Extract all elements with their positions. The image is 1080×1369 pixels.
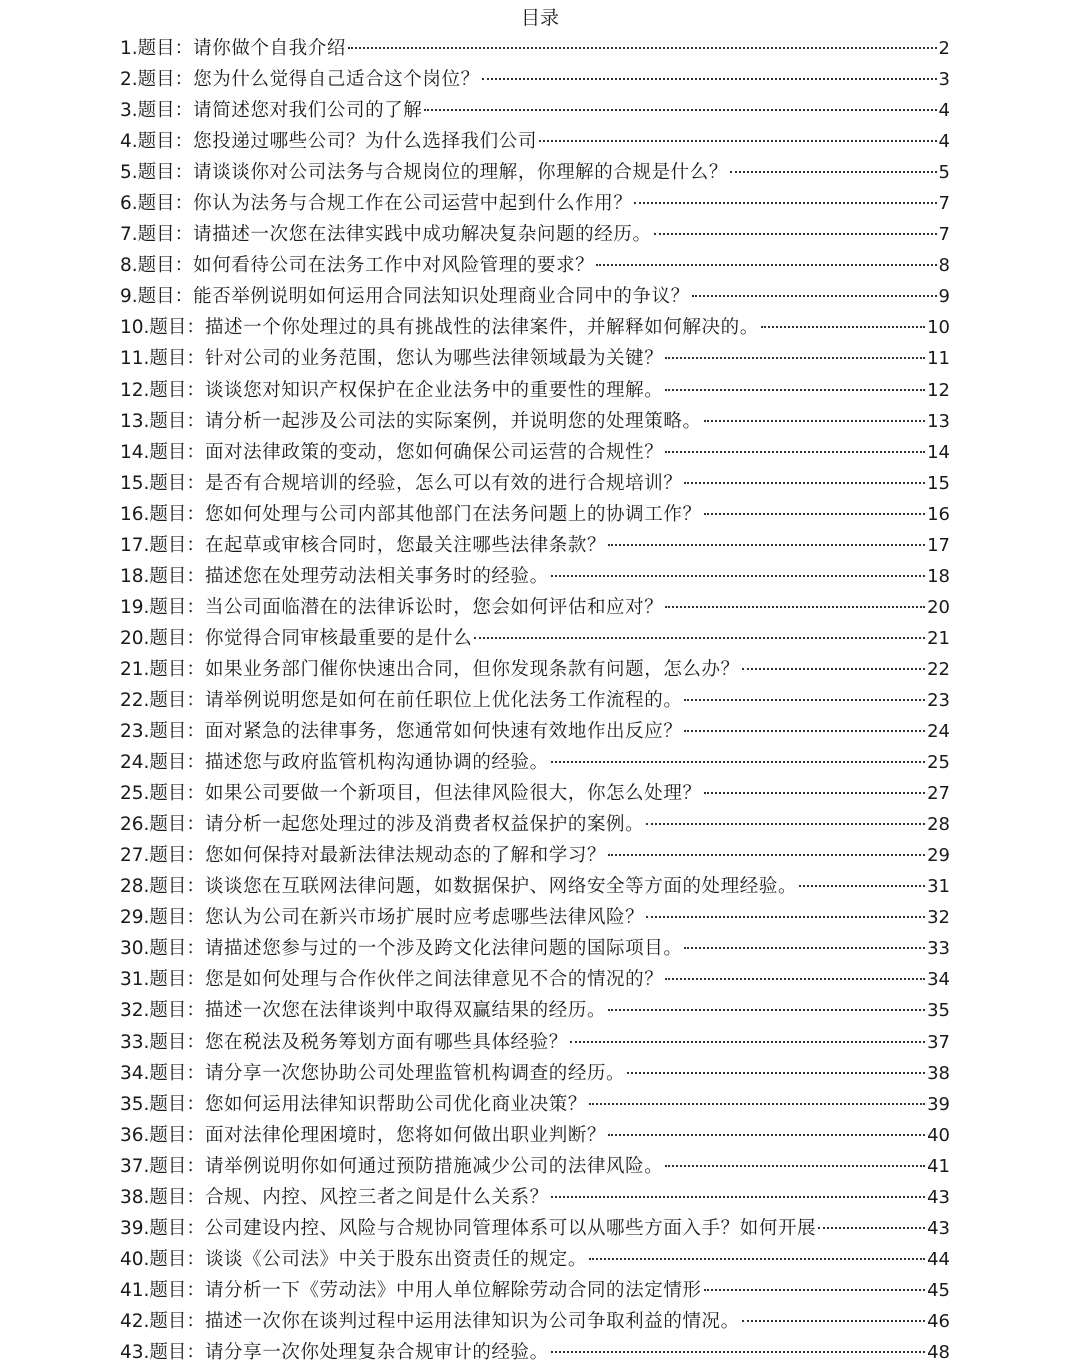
toc-entry-page-number: 38 [927, 1062, 950, 1084]
toc-entry-title: 请描述一次您在法律实践中成功解决复杂问题的经历。 [193, 224, 652, 246]
toc-dot-leader [742, 667, 925, 670]
toc-entry-number: 11. [120, 348, 150, 370]
toc-entry-number: 2. [120, 69, 138, 91]
toc-entry-prefix: 题目： [149, 1341, 205, 1363]
toc-entry[interactable] [120, 250, 950, 281]
toc-entry-title: 公司建设内控、风险与合规协同管理体系可以从哪些方面入手？如何开展 [204, 1217, 817, 1239]
toc-entry-number: 14. [120, 441, 150, 463]
toc-entry-title: 请你做个自我介绍 [193, 38, 346, 59]
toc-entry-title: 您为什么觉得自己适合这个岗位？ [193, 69, 480, 91]
toc-dot-leader [684, 946, 925, 949]
toc-entry-number: 12. [120, 379, 150, 401]
toc-entry-title: 描述一个你处理过的具有挑战性的法律案件，并解释如何解决的。 [204, 317, 759, 339]
toc-entry-title: 是否有合规培训的经验，怎么可以有效的进行合规培训？ [204, 472, 683, 494]
toc-entry-title: 面对法律政策的变动，您如何确保公司运营的合规性？ [204, 441, 664, 463]
toc-entry-number: 42. [120, 1310, 150, 1332]
toc-entry-prefix: 题目： [137, 38, 194, 59]
toc-entry-page-number: 27 [927, 783, 950, 805]
toc-entry-page-number: 44 [927, 1248, 950, 1270]
toc-entry-page-number: 18 [927, 565, 950, 587]
toc-entry[interactable] [120, 530, 950, 561]
toc-entry-number: 16. [120, 503, 150, 525]
toc-entry-number: 34. [120, 1062, 150, 1084]
toc-entry-prefix: 题目： [149, 534, 205, 556]
toc-entry-prefix: 题目： [149, 689, 205, 711]
toc-entry-prefix: 题目： [149, 348, 205, 370]
toc-dot-leader [551, 574, 925, 577]
toc-entry-title: 您如何运用法律知识帮助公司优化商业决策？ [204, 1093, 587, 1115]
toc-dot-leader [704, 791, 926, 794]
toc-entry[interactable] [120, 64, 950, 95]
toc-entry-prefix: 题目： [149, 1000, 205, 1022]
toc-entry[interactable] [120, 499, 950, 530]
toc-entry-title: 如何看待公司在法务工作中对风险管理的要求？ [193, 255, 595, 277]
toc-entry-title: 请分析一起涉及公司法的实际案例，并说明您的处理策略。 [204, 410, 702, 432]
toc-dot-leader [608, 853, 925, 856]
toc-entry-number: 10. [120, 317, 150, 339]
toc-entry-page-number: 11 [927, 348, 950, 370]
toc-entry[interactable] [120, 33, 950, 64]
toc-entry-prefix: 题目： [149, 503, 205, 525]
toc-dot-leader [684, 698, 925, 701]
toc-entry-page-number: 31 [927, 876, 950, 898]
toc-entry-number: 8. [120, 255, 138, 277]
toc-entry-number: 21. [120, 658, 150, 680]
toc-entry-prefix: 题目： [149, 1310, 205, 1332]
toc-entry[interactable] [120, 406, 950, 437]
toc-dot-leader [608, 1008, 925, 1011]
toc-entry-prefix: 题目： [137, 162, 194, 184]
toc-entry-title: 请简述您对我们公司的了解 [193, 100, 423, 122]
toc-entry[interactable] [120, 685, 950, 716]
toc-entry[interactable] [120, 1306, 950, 1337]
toc-entry-page-number: 39 [927, 1093, 950, 1115]
toc-entry[interactable] [120, 1275, 950, 1306]
toc-entry-number: 4. [120, 131, 138, 153]
toc-entry-prefix: 题目： [149, 752, 205, 774]
toc-entry-number: 7. [120, 224, 138, 246]
toc-entry-page-number: 25 [927, 752, 950, 774]
toc-dot-leader [799, 884, 925, 887]
toc-entry-number: 38. [120, 1186, 150, 1208]
toc-entry-page-number: 45 [927, 1279, 950, 1301]
toc-entry-page-number: 22 [927, 658, 950, 680]
toc-entry[interactable] [120, 157, 950, 188]
toc-dot-leader [704, 1288, 926, 1291]
toc-entry-page-number: 48 [927, 1341, 950, 1363]
toc-dot-leader [818, 1226, 925, 1229]
toc-entry-page-number: 34 [927, 969, 950, 991]
toc-entry-title: 您如何处理与公司内部其他部门在法务问题上的协调工作？ [204, 503, 702, 525]
toc-entry-number: 40. [120, 1248, 150, 1270]
toc-dot-leader [665, 977, 925, 980]
toc-entry-title: 描述一次您在法律谈判中取得双赢结果的经历。 [204, 1000, 607, 1022]
toc-entry-page-number: 4 [938, 100, 950, 122]
toc-dot-leader [589, 1102, 925, 1105]
toc-entry-title: 请分析一起您处理过的涉及消费者权益保护的案例。 [204, 814, 645, 836]
toc-entry-number: 33. [120, 1031, 150, 1053]
toc-entry-prefix: 题目： [149, 596, 205, 618]
toc-entry-number: 17. [120, 534, 150, 556]
toc-entry-number: 30. [120, 938, 150, 960]
toc-dot-leader [608, 1133, 925, 1136]
toc-dot-leader [348, 46, 937, 49]
toc-entry[interactable] [120, 902, 950, 933]
toc-entry-page-number: 20 [927, 596, 950, 618]
toc-entry-page-number: 8 [938, 255, 950, 277]
toc-entry-number: 1. [120, 38, 138, 59]
toc-entry[interactable] [120, 1213, 950, 1244]
toc-entry-page-number: 10 [927, 317, 950, 339]
toc-entry-prefix: 题目： [149, 1062, 205, 1084]
toc-entry-title: 针对公司的业务范围，您认为哪些法律领域最为关键？ [204, 348, 664, 370]
toc-entry-number: 23. [120, 721, 150, 743]
toc-entry[interactable] [120, 437, 950, 468]
toc-entry-number: 22. [120, 689, 150, 711]
toc-entry[interactable] [120, 1089, 950, 1120]
toc-dot-leader [551, 1195, 925, 1198]
toc-entry-prefix: 题目： [149, 721, 205, 743]
toc-entry[interactable] [120, 840, 950, 871]
toc-entry-title: 如果业务部门催你快速出合同，但你发现条款有问题，怎么办？ [204, 658, 740, 680]
toc-dot-leader [684, 481, 925, 484]
toc-entry-page-number: 40 [927, 1124, 950, 1146]
toc-entry-page-number: 2 [938, 38, 950, 59]
toc-entry-page-number: 37 [927, 1031, 950, 1053]
toc-entry-number: 5. [120, 162, 138, 184]
toc-entry-title: 谈谈您对知识产权保护在企业法务中的重要性的理解。 [204, 379, 664, 401]
toc-entry-number: 32. [120, 1000, 150, 1022]
toc-dot-leader [482, 77, 937, 80]
toc-entry-prefix: 题目： [149, 1217, 205, 1239]
toc-entry-number: 41. [120, 1279, 150, 1301]
toc-entry[interactable] [120, 1120, 950, 1151]
toc-entry[interactable] [120, 592, 950, 623]
toc-entry[interactable] [120, 716, 950, 747]
toc-entry-number: 27. [120, 845, 150, 867]
page-title: 目录 [520, 7, 559, 29]
toc-entry-title: 在起草或审核合同时，您最关注哪些法律条款？ [204, 534, 607, 556]
toc-dot-leader [665, 356, 925, 359]
toc-dot-leader [665, 450, 925, 453]
toc-entry-prefix: 题目： [149, 627, 205, 649]
toc-entry[interactable] [120, 126, 950, 157]
toc-entry-number: 6. [120, 193, 138, 215]
toc-entry[interactable] [120, 809, 950, 840]
toc-entry[interactable] [120, 747, 950, 778]
toc-entry-page-number: 17 [927, 534, 950, 556]
toc-entry-prefix: 题目： [137, 255, 194, 277]
toc-entry-title: 描述一次你在谈判过程中运用法律知识为公司争取利益的情况。 [204, 1310, 740, 1332]
toc-entry-prefix: 题目： [149, 876, 205, 898]
toc-entry-page-number: 41 [927, 1155, 950, 1177]
toc-dot-leader [608, 543, 925, 546]
toc-entry-prefix: 题目： [149, 845, 205, 867]
toc-entry-title: 请分享一次你处理复杂合规审计的经验。 [204, 1341, 549, 1363]
toc-dot-leader [742, 1319, 925, 1322]
toc-entry-title: 面对紧急的法律事务，您通常如何快速有效地作出反应？ [204, 721, 683, 743]
toc-entry-prefix: 题目： [149, 1155, 205, 1177]
toc-entry-page-number: 7 [938, 193, 950, 215]
toc-entry[interactable] [120, 281, 950, 312]
toc-entry-prefix: 题目： [149, 938, 205, 960]
toc-dot-leader [692, 294, 937, 297]
toc-entry-prefix: 题目： [149, 441, 205, 463]
toc-dot-leader [551, 1350, 925, 1353]
toc-entry-prefix: 题目： [137, 131, 194, 153]
toc-entry[interactable] [120, 995, 950, 1026]
toc-entry-title: 能否举例说明如何运用合同法知识处理商业合同中的争议？ [193, 286, 690, 308]
toc-entry-prefix: 题目： [137, 193, 194, 215]
toc-entry-prefix: 题目： [137, 286, 194, 308]
toc-entry-prefix: 题目： [149, 658, 205, 680]
toc-entry-number: 35. [120, 1093, 150, 1115]
toc-entry-title: 请举例说明你如何通过预防措施减少公司的法律风险。 [204, 1155, 664, 1177]
toc-entry-prefix: 题目： [149, 1031, 205, 1053]
toc-entry[interactable] [120, 188, 950, 219]
toc-entry-page-number: 15 [927, 472, 950, 494]
toc-entry-page-number: 16 [927, 503, 950, 525]
toc-entry-title: 您如何保持对最新法律法规动态的了解和学习？ [204, 845, 607, 867]
toc-entry-number: 28. [120, 876, 150, 898]
toc-entry[interactable] [120, 1058, 950, 1089]
toc-entry-title: 请谈谈你对公司法务与合规岗位的理解，你理解的合规是什么？ [193, 162, 728, 184]
toc-entry-page-number: 43 [927, 1217, 950, 1239]
toc-dot-leader [646, 822, 925, 825]
toc-entry-number: 36. [120, 1124, 150, 1146]
toc-entry-page-number: 33 [927, 938, 950, 960]
toc-entry[interactable] [120, 654, 950, 685]
toc-entry-title: 谈谈《公司法》中关于股东出资责任的规定。 [204, 1248, 587, 1270]
toc-entry[interactable] [120, 1027, 950, 1058]
toc-entry[interactable] [120, 964, 950, 995]
toc-entry[interactable] [120, 778, 950, 809]
toc-entry-prefix: 题目： [149, 969, 205, 991]
toc-entry-number: 37. [120, 1155, 150, 1177]
toc-entry-title: 描述您与政府监管机构沟通协调的经验。 [204, 752, 549, 774]
toc-entry-title: 如果公司要做一个新项目，但法律风险很大，你怎么处理？ [204, 783, 702, 805]
toc-dot-leader [570, 1040, 925, 1043]
toc-entry-prefix: 题目： [137, 224, 194, 246]
toc-entry-number: 13. [120, 410, 150, 432]
toc-entry-number: 43. [120, 1341, 150, 1363]
toc-entry-prefix: 题目： [149, 783, 205, 805]
toc-entry-prefix: 题目： [149, 814, 205, 836]
toc-dot-leader [539, 139, 937, 142]
toc-entry[interactable] [120, 933, 950, 964]
toc-dot-leader [684, 729, 925, 732]
toc-entry-page-number: 28 [927, 814, 950, 836]
toc-entry[interactable] [120, 219, 950, 250]
toc-entry-prefix: 题目： [149, 472, 205, 494]
toc-entry-title: 请描述您参与过的一个涉及跨文化法律问题的国际项目。 [204, 938, 683, 960]
toc-entry[interactable] [120, 1244, 950, 1275]
toc-entry-page-number: 21 [927, 627, 950, 649]
toc-dot-leader [761, 325, 925, 328]
toc-dot-leader [596, 263, 936, 266]
toc-entry-prefix: 题目： [149, 410, 205, 432]
toc-dot-leader [474, 636, 925, 639]
toc-dot-leader [424, 108, 936, 111]
toc-entry-prefix: 题目： [149, 1186, 205, 1208]
toc-entry-title: 当公司面临潜在的法律诉讼时，您会如何评估和应对？ [204, 596, 664, 618]
toc-entry-title: 合规、内控、风控三者之间是什么关系？ [204, 1186, 549, 1208]
toc-dot-leader [730, 170, 937, 173]
toc-entry-number: 31. [120, 969, 150, 991]
toc-entry-prefix: 题目： [149, 1248, 205, 1270]
toc-entry-title: 请分享一次您协助公司处理监管机构调查的经历。 [204, 1062, 626, 1084]
toc-entry-page-number: 24 [927, 721, 950, 743]
toc-entry-page-number: 7 [938, 224, 950, 246]
toc-entry-title: 您投递过哪些公司？为什么选择我们公司 [193, 131, 537, 153]
toc-entry-title: 您是如何处理与合作伙伴之间法律意见不合的情况的？ [204, 969, 664, 991]
toc-dot-leader [665, 605, 925, 608]
toc-dot-leader [646, 915, 925, 918]
toc-entry-prefix: 题目： [149, 379, 205, 401]
toc-entry-title: 请举例说明您是如何在前任职位上优化法务工作流程的。 [204, 689, 683, 711]
toc-entry-page-number: 13 [927, 410, 950, 432]
toc-entry-number: 29. [120, 907, 150, 929]
toc-entry-prefix: 题目： [149, 1124, 205, 1146]
toc-entry-page-number: 4 [938, 131, 950, 153]
toc-entry-title: 描述您在处理劳动法相关事务时的经验。 [204, 565, 549, 587]
toc-entry-title: 您认为公司在新兴市场扩展时应考虑哪些法律风险？ [204, 907, 645, 929]
toc-entry-prefix: 题目： [149, 1279, 205, 1301]
toc-entry-title: 面对法律伦理困境时，您将如何做出职业判断？ [204, 1124, 607, 1146]
toc-entry-page-number: 5 [938, 162, 950, 184]
toc-entry-number: 39. [120, 1217, 150, 1239]
toc-entry[interactable] [120, 468, 950, 499]
toc-entry-title: 请分析一下《劳动法》中用人单位解除劳动合同的法定情形 [204, 1279, 702, 1301]
toc-dot-leader [551, 760, 925, 763]
toc-dot-leader [589, 1257, 925, 1260]
toc-entry-page-number: 23 [927, 689, 950, 711]
toc-entry-title: 你觉得合同审核最重要的是什么 [204, 627, 473, 649]
toc-entry[interactable] [120, 623, 950, 654]
toc-entry-page-number: 32 [927, 907, 950, 929]
toc-entry-prefix: 题目： [149, 1093, 205, 1115]
toc-entry-number: 15. [120, 472, 150, 494]
toc-entry[interactable] [120, 1182, 950, 1213]
toc-dot-leader [665, 1164, 925, 1167]
toc-entry-page-number: 43 [927, 1186, 950, 1208]
toc-entry-page-number: 14 [927, 441, 950, 463]
toc-entry-page-number: 12 [927, 379, 950, 401]
toc-entry-prefix: 题目： [149, 317, 205, 339]
toc-entry-title: 谈谈您在互联网法律问题，如数据保护、网络安全等方面的处理经验。 [204, 876, 798, 898]
toc-entry-number: 24. [120, 752, 150, 774]
toc-list [120, 33, 950, 1368]
toc-dot-leader [654, 232, 937, 235]
toc-entry-number: 19. [120, 596, 150, 618]
toc-entry-title: 你认为法务与合规工作在公司运营中起到什么作用？ [193, 193, 633, 215]
toc-entry-prefix: 题目： [137, 69, 194, 91]
toc-dot-leader [704, 419, 926, 422]
toc-entry-number: 26. [120, 814, 150, 836]
toc-dot-leader [704, 512, 926, 515]
toc-entry-page-number: 3 [938, 69, 950, 91]
toc-entry-number: 9. [120, 286, 138, 308]
toc-entry-page-number: 46 [927, 1310, 950, 1332]
toc-entry-prefix: 题目： [149, 907, 205, 929]
toc-dot-leader [634, 201, 936, 204]
toc-entry-number: 3. [120, 100, 138, 122]
toc-entry-number: 18. [120, 565, 150, 587]
toc-entry-page-number: 35 [927, 1000, 950, 1022]
toc-entry-page-number: 9 [938, 286, 950, 308]
toc-entry[interactable] [120, 343, 950, 374]
toc-dot-leader [627, 1071, 925, 1074]
toc-entry[interactable] [120, 561, 950, 592]
toc-entry-number: 25. [120, 783, 150, 805]
toc-entry-page-number: 29 [927, 845, 950, 867]
toc-entry[interactable] [120, 312, 950, 343]
toc-entry[interactable] [120, 1151, 950, 1182]
toc-entry[interactable] [120, 871, 950, 902]
toc-entry[interactable] [120, 95, 950, 126]
toc-entry-prefix: 题目： [149, 565, 205, 587]
toc-entry-prefix: 题目： [137, 100, 194, 122]
toc-entry-title: 您在税法及税务筹划方面有哪些具体经验？ [204, 1031, 568, 1053]
toc-entry[interactable] [120, 375, 950, 406]
toc-entry[interactable] [120, 1337, 950, 1368]
toc-dot-leader [665, 388, 925, 391]
toc-entry-number: 20. [120, 627, 150, 649]
